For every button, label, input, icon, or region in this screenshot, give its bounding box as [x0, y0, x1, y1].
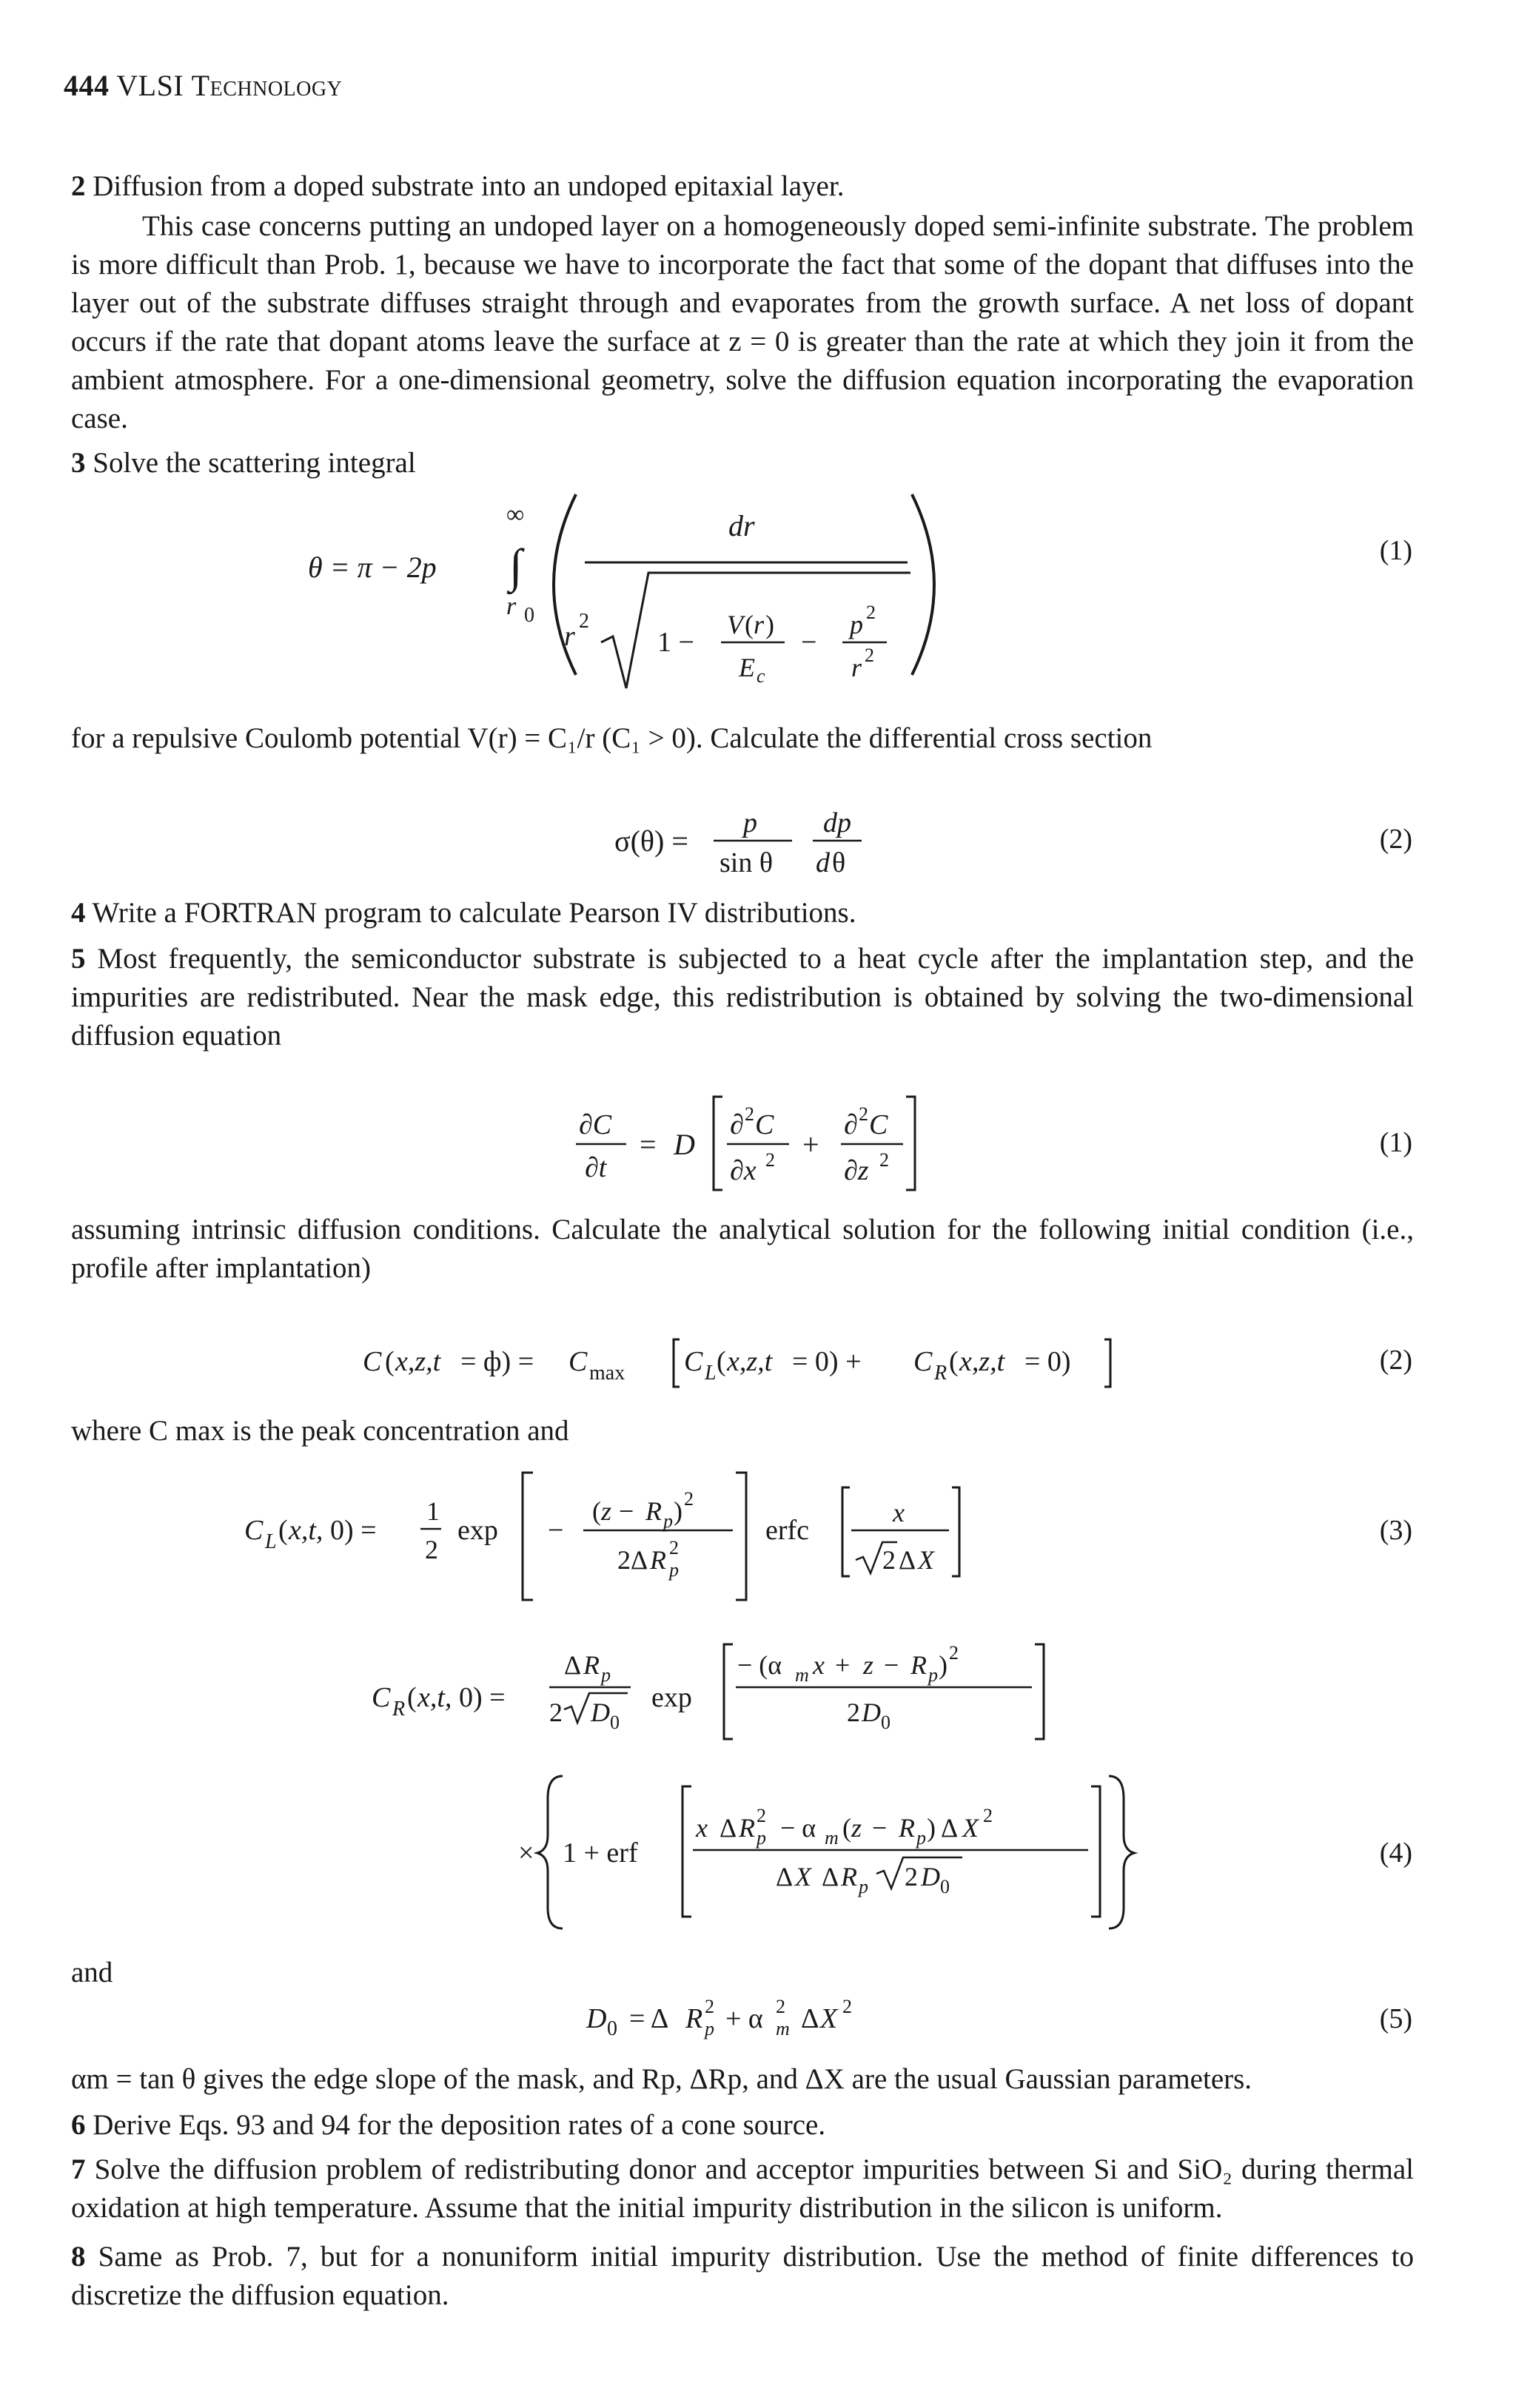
svg-text:= Δ: = Δ: [629, 2003, 669, 2034]
svg-text:exp: exp: [457, 1515, 498, 1546]
svg-text:1: 1: [426, 1496, 440, 1526]
svg-text:− α: − α: [780, 1813, 816, 1843]
equation-number-sigma: (2): [1379, 824, 1412, 855]
svg-text:−: −: [548, 1515, 564, 1546]
svg-text:dp: dp: [823, 807, 851, 838]
svg-text:(: (: [407, 1682, 417, 1713]
svg-text:θ = π − 2p: θ = π − 2p: [308, 551, 437, 584]
svg-text:D: D: [921, 1862, 940, 1891]
svg-text:C: C: [372, 1682, 391, 1713]
problem-5-and: and: [71, 1957, 113, 1988]
problem-2-body: This case concerns putting an undoped layer on a homogeneously doped semi-infinite substrate. The problem is more difficult than Prob. 1, because we have to incorporate the fact that some of the dopant that diffuses into the layer out of the substrate diffuses straight through and evaporates from the growth surface. A net loss of dopant occurs if the rate that dopant atoms leave the surface at z = 0 is greater than the rate at which they join it from the ambient atmosphere. For a one-dimensional geometry, solve the diffusion equation incorporating the evaporation case.: [71, 210, 1414, 434]
svg-text:max: max: [589, 1362, 625, 1385]
svg-text:C: C: [913, 1346, 933, 1377]
svg-text:r: r: [506, 593, 517, 620]
svg-text:p: p: [743, 807, 757, 838]
svg-text:D: D: [674, 1128, 695, 1161]
svg-text:1 + erf: 1 + erf: [563, 1837, 638, 1869]
svg-text:Δ: Δ: [776, 1862, 794, 1891]
problem-5-where: where C max is the peak concentration and: [71, 1415, 569, 1447]
svg-text:D: D: [862, 1698, 881, 1727]
problem-8: [71, 2238, 1414, 2315]
svg-text:Δ: Δ: [899, 1545, 916, 1575]
svg-text:∂C: ∂C: [579, 1109, 612, 1140]
svg-text:dr: dr: [728, 509, 755, 542]
svg-text:r: r: [851, 653, 862, 682]
svg-text:x: x: [813, 1650, 825, 1680]
svg-text:p: p: [928, 1664, 938, 1686]
svg-text:2Δ: 2Δ: [617, 1545, 648, 1575]
svg-text:L: L: [265, 1530, 277, 1553]
svg-text:= 0): = 0): [1024, 1346, 1071, 1377]
svg-text:∂z: ∂z: [844, 1155, 869, 1186]
svg-text:(: (: [385, 1346, 395, 1377]
svg-text:0: 0: [940, 1876, 950, 1897]
svg-text:2: 2: [425, 1535, 438, 1564]
svg-text:R: R: [841, 1862, 857, 1891]
svg-text:0: 0: [610, 1712, 620, 1733]
svg-text:z: z: [851, 1813, 862, 1843]
svg-text:2: 2: [745, 1103, 754, 1125]
svg-text:m: m: [776, 2018, 790, 2039]
page-number: 444: [64, 69, 110, 102]
svg-text:R: R: [392, 1698, 406, 1721]
svg-text:x,z,t: x,z,t: [959, 1346, 1005, 1377]
svg-text:V: V: [727, 610, 743, 639]
svg-text:2: 2: [776, 1996, 785, 2017]
svg-text:p: p: [669, 1559, 679, 1581]
svg-text:R: R: [583, 1650, 600, 1680]
svg-text:p: p: [663, 1510, 673, 1532]
header-title-word: Technology: [191, 69, 343, 102]
problem-7-number: 7: [71, 2153, 86, 2185]
svg-text:0: 0: [524, 604, 534, 627]
svg-text:2: 2: [684, 1488, 694, 1510]
svg-text:∂t: ∂t: [585, 1152, 607, 1183]
problem-8-text: Same as Prob. 7, but for a nonuniform initial impurity distribution. Use the method of finite differences to discretize the diffusion equation.: [71, 2241, 1415, 2311]
svg-text:exp: exp: [651, 1682, 692, 1713]
svg-text:R: R: [685, 2003, 703, 2034]
svg-text:×: ×: [518, 1837, 534, 1869]
svg-text:∂x: ∂x: [730, 1155, 757, 1186]
svg-text:x,z,t: x,z,t: [727, 1346, 773, 1377]
svg-text:p: p: [757, 1827, 766, 1849]
problem-8-number: 8: [71, 2241, 86, 2273]
equation-number-initial: (2): [1379, 1345, 1412, 1376]
svg-text:0) =: 0) =: [459, 1682, 506, 1713]
svg-text:X: X: [795, 1862, 811, 1891]
problem-7: [71, 2150, 1414, 2227]
header-title-prefix: VLSI: [116, 69, 184, 102]
equation-number-scatter: (1): [1379, 535, 1412, 566]
svg-text:D: D: [591, 1698, 610, 1727]
problem-3-title: Solve the scattering integral: [93, 447, 416, 479]
problem-6-number: 6: [71, 2109, 86, 2141]
problem-5-alpha-note: αm = tan θ gives the edge slope of the mask, and Rp, ΔRp, and ΔX are the usual Gaussian parameters.: [71, 2063, 1252, 2095]
svg-text:C: C: [363, 1346, 382, 1377]
svg-text:= ф) =: = ф) =: [460, 1346, 534, 1377]
svg-text:(: (: [949, 1346, 959, 1377]
svg-text:+: +: [835, 1650, 851, 1680]
svg-text:∫: ∫: [509, 539, 523, 592]
svg-text:2: 2: [882, 1545, 896, 1575]
svg-text:+: +: [802, 1128, 819, 1161]
svg-text:2: 2: [757, 1805, 766, 1826]
svg-text:−: −: [619, 1496, 634, 1526]
svg-text:R: R: [899, 1813, 915, 1843]
svg-text:): ): [674, 1496, 682, 1526]
svg-text:(: (: [717, 1346, 726, 1377]
svg-text:R: R: [910, 1650, 927, 1680]
problem-3-number: 3: [71, 447, 86, 479]
eq-scatter-text: [0, 0, 1, 1]
svg-text:−: −: [884, 1650, 899, 1680]
svg-text:0) =: 0) =: [330, 1515, 377, 1546]
problem-4-text: Write a FORTRAN program to calculate Pearson IV distributions.: [92, 897, 856, 929]
svg-text:D: D: [586, 2003, 607, 2034]
svg-text:−: −: [872, 1813, 888, 1843]
svg-text:E: E: [739, 653, 755, 682]
svg-text:∞: ∞: [506, 501, 525, 528]
svg-text:p: p: [859, 1876, 868, 1897]
svg-text:C: C: [568, 1346, 588, 1377]
svg-text:σ(θ) =: σ(θ) =: [614, 824, 688, 858]
svg-text:): ): [765, 610, 774, 639]
svg-text:R: R: [645, 1496, 662, 1526]
svg-text:X: X: [820, 2003, 838, 2034]
svg-text:∂: ∂: [730, 1109, 744, 1140]
svg-text:− (α: − (α: [737, 1650, 782, 1680]
svg-text:x,z,t: x,z,t: [395, 1346, 441, 1377]
svg-text:r: r: [754, 610, 765, 639]
svg-text:C: C: [755, 1109, 774, 1140]
svg-text:C: C: [684, 1346, 703, 1377]
svg-text:x,t,: x,t,: [289, 1515, 323, 1546]
svg-text:2: 2: [905, 1862, 918, 1891]
svg-text:) Δ: ) Δ: [927, 1813, 959, 1843]
svg-text:erfc: erfc: [765, 1515, 810, 1546]
svg-text:(: (: [745, 610, 754, 639]
svg-text:2: 2: [669, 1537, 679, 1558]
problem-6: [71, 2106, 1414, 2145]
svg-text:Δ: Δ: [564, 1650, 582, 1680]
svg-text:2: 2: [865, 645, 874, 666]
svg-text:2: 2: [866, 602, 876, 623]
svg-text:): ): [939, 1650, 948, 1680]
svg-text:2: 2: [579, 610, 589, 633]
svg-text:x: x: [696, 1813, 708, 1843]
svg-text:2: 2: [879, 1149, 889, 1171]
svg-text:Δ: Δ: [822, 1862, 839, 1891]
svg-text:R: R: [739, 1813, 755, 1843]
svg-text:2: 2: [859, 1103, 868, 1125]
equation-number-cl: (3): [1379, 1515, 1412, 1546]
svg-text:X: X: [918, 1545, 934, 1575]
svg-text:2: 2: [842, 1996, 852, 2017]
svg-text:=: =: [640, 1128, 657, 1161]
svg-text:−: −: [801, 627, 817, 658]
svg-text:r: r: [564, 621, 575, 652]
svg-text:R: R: [650, 1545, 666, 1575]
problem-5-text: Most frequently, the semiconductor substrate is subjected to a heat cycle after the implantation step, and the impurities are redistributed. Near the mask edge, this redistribution is obtained by solving the two-dimensional diffusion equation: [71, 943, 1414, 1052]
svg-text:x,t,: x,t,: [417, 1682, 452, 1713]
equation-number-d0: (5): [1379, 2003, 1412, 2034]
svg-text:2: 2: [549, 1698, 563, 1727]
svg-text:Δ: Δ: [801, 2003, 819, 2034]
svg-text:Δ: Δ: [720, 1813, 737, 1843]
svg-text:(: (: [278, 1515, 288, 1546]
problem-2-title: Diffusion from a doped substrate into an undoped epitaxial layer.: [93, 170, 845, 202]
equation-number-diff: (1): [1379, 1127, 1412, 1158]
svg-text:θ: θ: [832, 847, 846, 878]
svg-text:2: 2: [705, 1996, 714, 2017]
svg-text:z: z: [863, 1650, 874, 1680]
svg-text:1 −: 1 −: [657, 627, 694, 658]
svg-text:L: L: [705, 1362, 717, 1385]
svg-text:2: 2: [847, 1698, 860, 1727]
svg-text:m: m: [795, 1664, 809, 1686]
svg-text:p: p: [916, 1827, 926, 1849]
svg-text:(: (: [592, 1496, 601, 1526]
problem-5-number: 5: [71, 943, 86, 975]
problem-2-number: 2: [71, 170, 86, 202]
svg-text:c: c: [757, 665, 765, 687]
svg-text:x: x: [893, 1498, 905, 1527]
svg-text:C: C: [244, 1515, 264, 1546]
svg-text:p: p: [601, 1664, 611, 1686]
svg-text:p: p: [850, 610, 863, 639]
svg-text:d: d: [816, 847, 830, 878]
svg-text:2: 2: [983, 1805, 993, 1826]
equation-number-cr: (4): [1379, 1837, 1412, 1869]
problem-6-text: Derive Eqs. 93 and 94 for the deposition rates of a cone source.: [93, 2109, 826, 2141]
svg-text:m: m: [825, 1827, 839, 1849]
problem-3-continuation: for a repulsive Coulomb potential V(r) = C₁/r (C₁ > 0). Calculate the differential cross section: [71, 722, 1153, 754]
svg-text:2: 2: [949, 1642, 959, 1664]
svg-text:(: (: [842, 1813, 851, 1843]
svg-text:∂: ∂: [844, 1109, 858, 1140]
svg-text:0: 0: [881, 1712, 891, 1733]
svg-text:X: X: [962, 1813, 979, 1843]
svg-text:+ α: + α: [725, 2003, 763, 2034]
svg-text:= 0) +: = 0) +: [792, 1346, 862, 1377]
svg-text:2: 2: [765, 1149, 775, 1171]
problem-7-text: Solve the diffusion problem of redistributing donor and acceptor impurities between Si and SiO₂ during thermal oxidation at high temperature. Assume that the initial impurity distribution in the silicon is uniform.: [71, 2153, 1415, 2224]
svg-text:sin θ: sin θ: [720, 847, 774, 878]
svg-text:z: z: [601, 1496, 612, 1526]
svg-text:p: p: [705, 2018, 714, 2039]
svg-text:0: 0: [607, 2017, 617, 2040]
problem-4-number: 4: [71, 897, 86, 929]
svg-text:R: R: [934, 1362, 948, 1385]
problem-5-continuation: assuming intrinsic diffusion conditions. Calculate the analytical solution for the following initial condition (i.e., profile after implantation): [71, 1214, 1414, 1284]
svg-text:C: C: [869, 1109, 888, 1140]
